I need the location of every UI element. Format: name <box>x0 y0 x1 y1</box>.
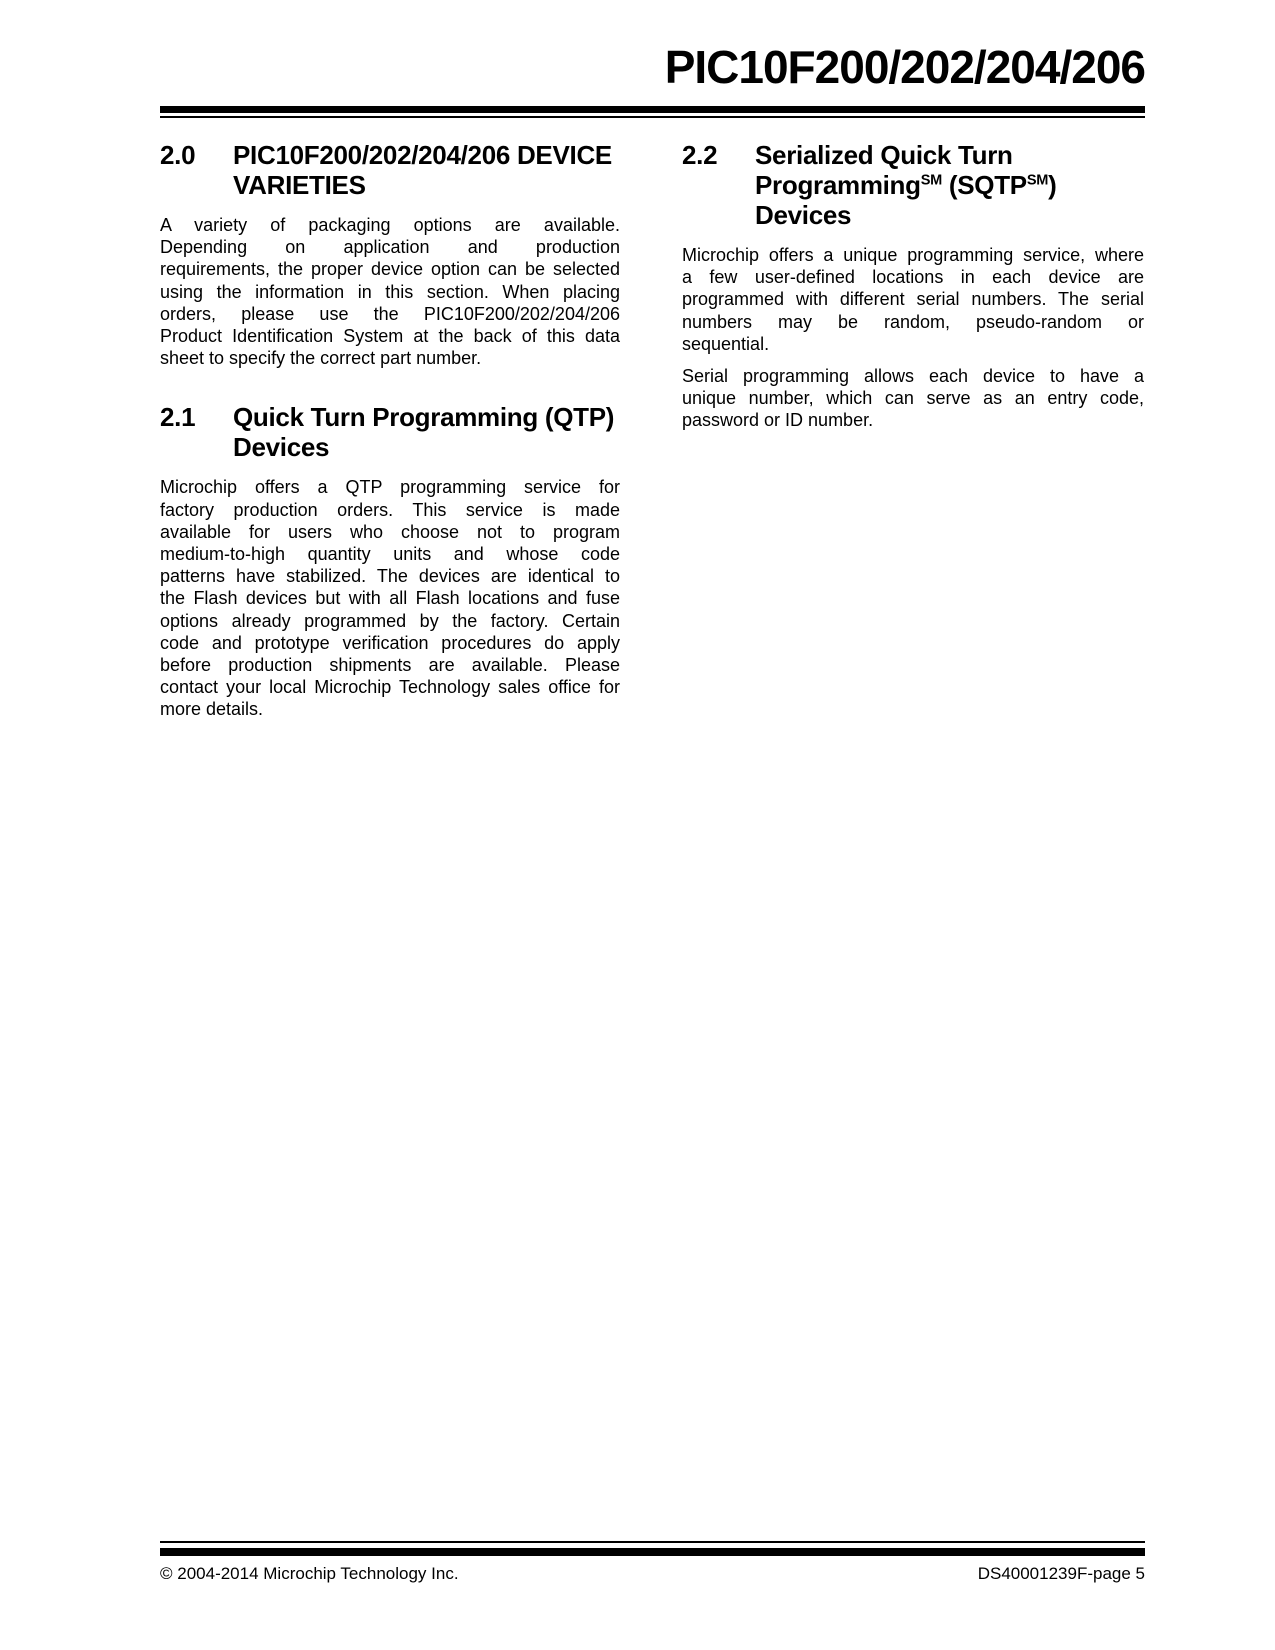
text-line: unique number, which can serve as an entry code, <box>682 388 1144 409</box>
section-2-2-heading <box>682 140 1144 230</box>
heading-line: VARIETIES <box>233 170 366 200</box>
section-2-1-title <box>233 402 620 462</box>
text-line: Microchip offers a unique programming service, where <box>682 245 1144 265</box>
section-2-0-number: 2.0 <box>160 140 196 170</box>
heading-line: Quick Turn Programming (QTP) <box>233 402 615 433</box>
text-line: Depending on application and production <box>160 237 620 258</box>
section-2-2-title <box>755 140 1144 230</box>
section-2-2-paragraph-2 <box>682 365 1144 432</box>
text-line: medium-to-high quantity units and whose code <box>160 544 620 565</box>
section-2-2-paragraph-1 <box>682 244 1144 355</box>
text-line: available for users who choose not to program <box>160 521 620 542</box>
text-line: A variety of packaging options are available. <box>160 215 620 235</box>
section-2-1-paragraph <box>160 476 620 720</box>
section-2-1-heading <box>160 402 620 462</box>
text-line: factory production orders. This service is made <box>160 499 620 520</box>
text-line: more details. <box>160 699 264 720</box>
text-line: sequential. <box>682 333 770 354</box>
heading-line: PIC10F200/202/204/206 DEVICE <box>233 140 612 170</box>
section-2-1-number: 2.1 <box>160 402 196 433</box>
page-title: PIC10F200/202/204/206 <box>664 41 1145 93</box>
text-line: the Flash devices but with all Flash locations and fuse <box>160 588 620 609</box>
section-2-0-heading <box>160 140 620 200</box>
text-line: options already programmed by the factory. Certain <box>160 610 620 631</box>
left-column <box>160 140 620 721</box>
footer-rule <box>160 1541 1145 1556</box>
text-line: code and prototype verification procedures do apply <box>160 632 620 653</box>
heading-line: Programming℠ (SQTP℠) Devices <box>755 170 1057 230</box>
text-line: numbers may be random, pseudo-random or <box>682 311 1144 332</box>
header-rule-thick <box>160 106 1145 113</box>
text-line: Serial programming allows each device to have a <box>682 366 1144 387</box>
text-line: sheet to specify the correct part number. <box>160 348 482 369</box>
text-line: patterns have stabilized. The devices are identical to <box>160 566 620 587</box>
text-line: before production shipments are available. Please <box>160 655 620 676</box>
text-line: requirements, the proper device option can be selected <box>160 259 620 280</box>
footer-copyright: © 2004-2014 Microchip Technology Inc. <box>160 1564 459 1583</box>
text-line: Microchip offers a QTP programming service for <box>160 477 620 498</box>
footer-rule-thick <box>160 1548 1145 1556</box>
right-column <box>682 140 1144 432</box>
footer-doc-number: DS40001239F-page 5 <box>977 1564 1145 1583</box>
header-rule <box>160 106 1145 118</box>
text-line: Product Identification System at the back of this data <box>160 326 620 347</box>
text-line: using the information in this section. When placing <box>160 281 620 302</box>
footer <box>160 1564 1145 1584</box>
heading-line: Serialized Quick Turn <box>755 140 1013 170</box>
section-2-0-paragraph <box>160 214 620 369</box>
header-rule-thin <box>160 116 1145 118</box>
text-line: a few user-defined locations in each device are <box>682 267 1144 288</box>
text-line: contact your local Microchip Technology sales office for <box>160 677 620 698</box>
text-line: orders, please use the PIC10F200/202/204/206 <box>160 303 620 324</box>
section-2-2-number: 2.2 <box>682 140 718 170</box>
text-line: programmed with different serial numbers. The serial <box>682 289 1144 310</box>
section-2-0-title <box>233 140 620 200</box>
footer-rule-thin <box>160 1541 1145 1543</box>
heading-line: Devices <box>233 432 330 463</box>
text-line: password or ID number. <box>682 410 874 431</box>
